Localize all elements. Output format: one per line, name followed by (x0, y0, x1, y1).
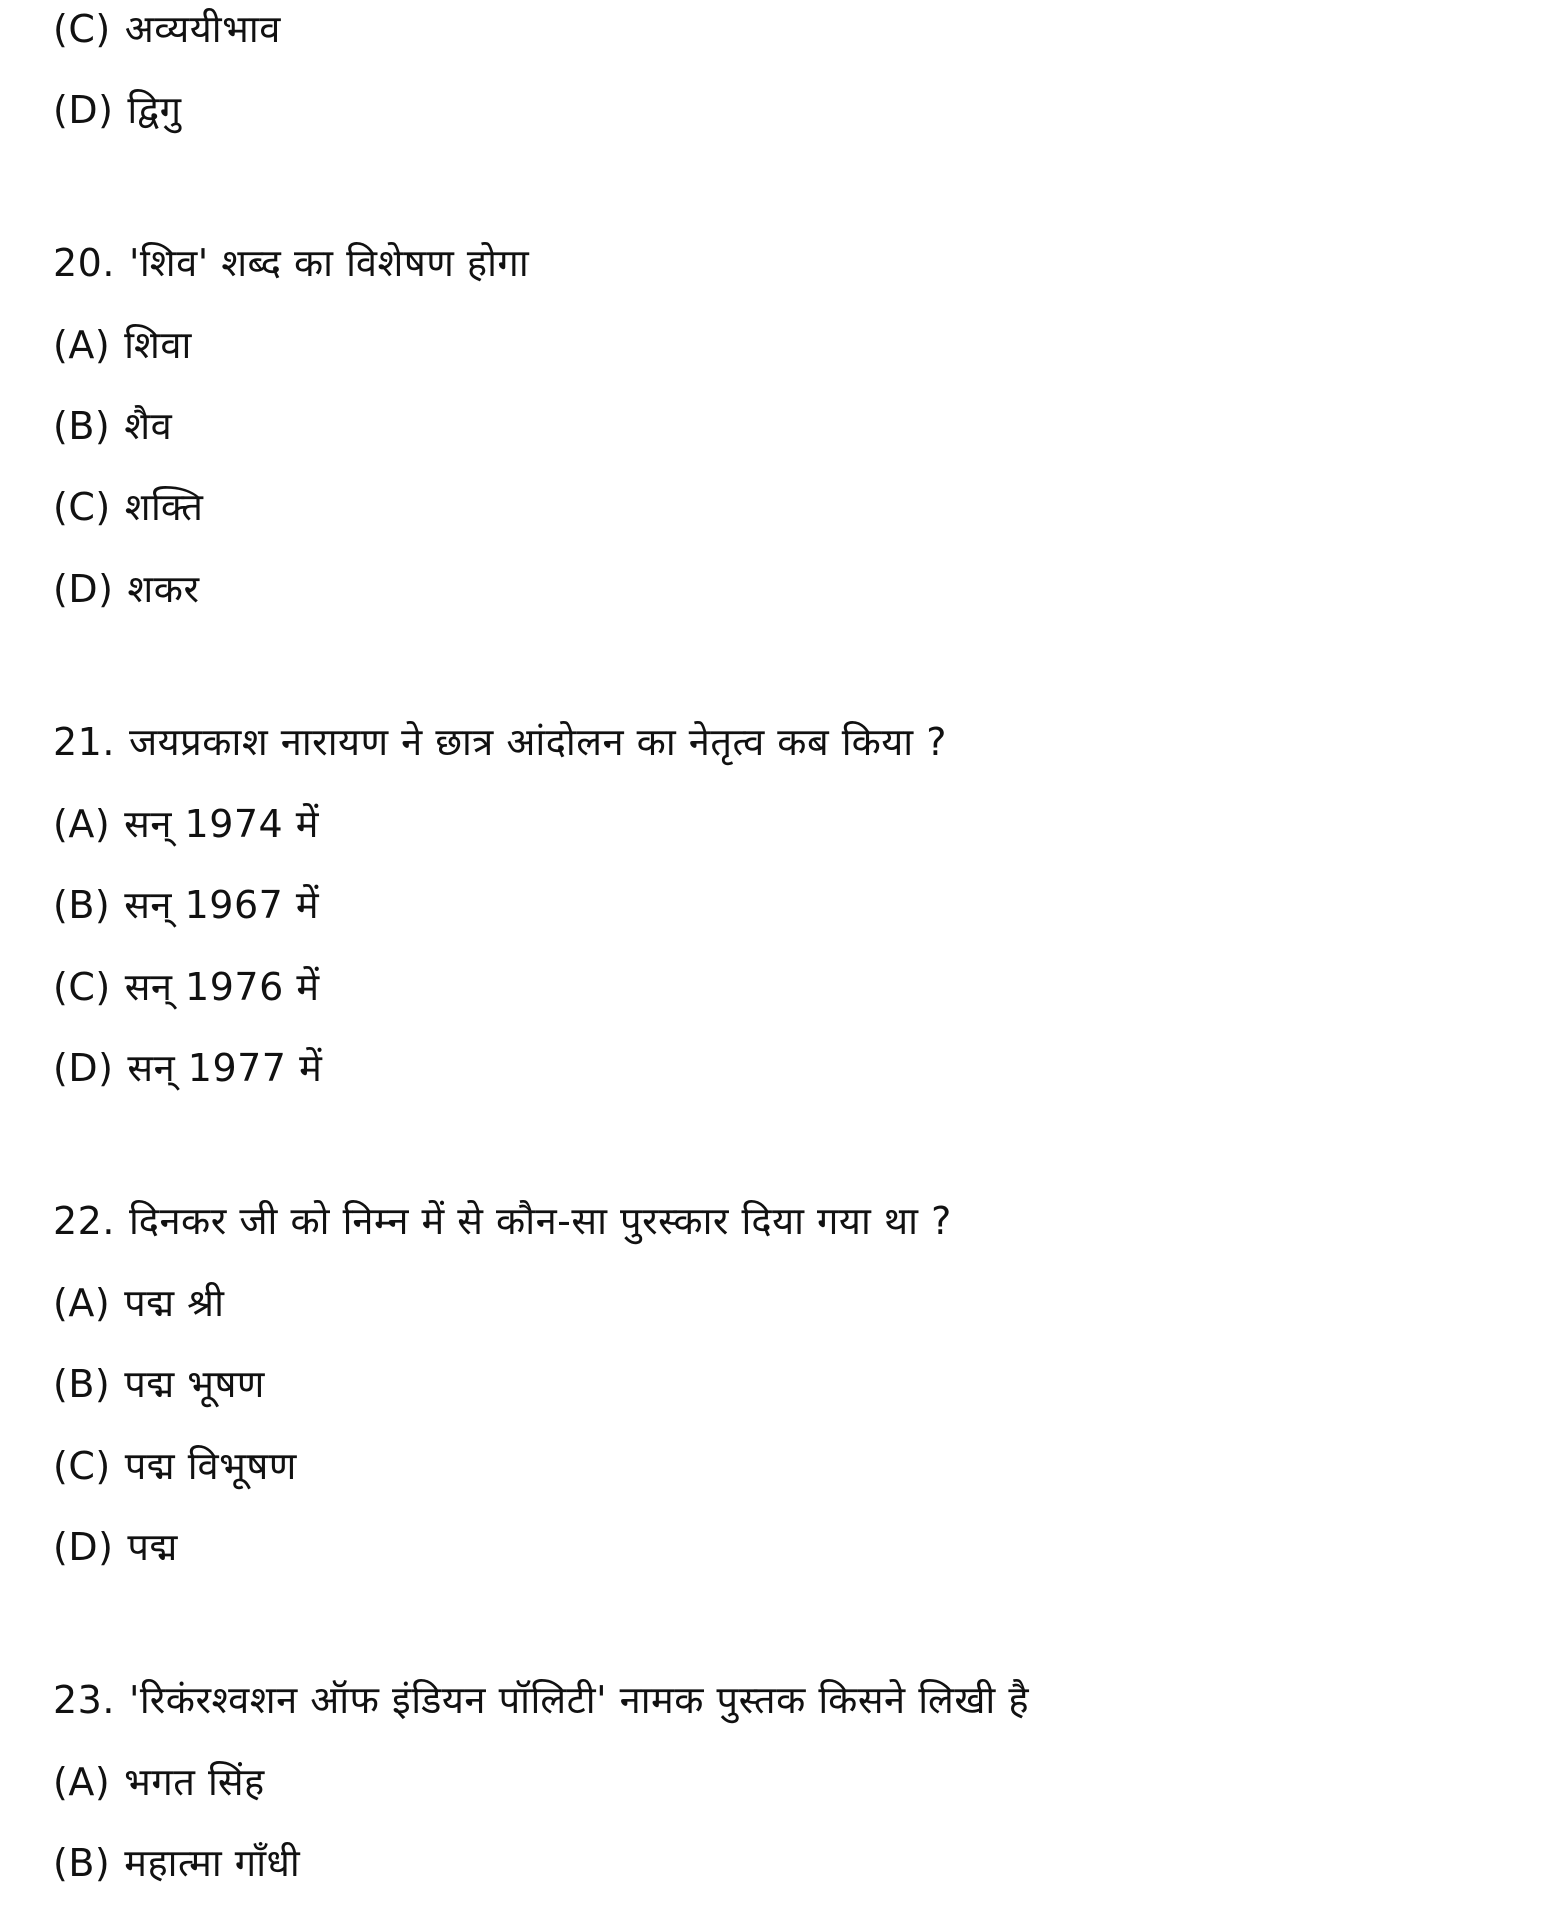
question-number: 23. (53, 1678, 115, 1722)
option-label: (A) (53, 802, 111, 846)
option-row (53, 85, 182, 135)
option-label: (A) (53, 323, 111, 367)
option-row (53, 1522, 178, 1572)
option-row (53, 320, 192, 370)
option-label: (D) (53, 1046, 114, 1090)
option-label: (D) (53, 567, 114, 611)
option-row (53, 880, 319, 930)
option-label: (C) (53, 485, 111, 529)
question-number: 21. (53, 720, 115, 764)
option-text: पद्म भूषण (124, 1362, 265, 1406)
option-label: (A) (53, 1281, 111, 1325)
option-row (53, 799, 319, 849)
option-row (53, 4, 281, 54)
option-text: सन् 1974 में (124, 802, 320, 846)
option-row (53, 1757, 265, 1807)
option-row (53, 962, 320, 1012)
option-text: अव्ययीभाव (124, 7, 281, 51)
option-label: (B) (53, 1362, 111, 1406)
option-text: सन् 1976 में (124, 965, 320, 1009)
option-label: (B) (53, 883, 111, 927)
option-text: भगत सिंह (124, 1760, 265, 1804)
option-row (53, 1043, 322, 1093)
option-label: (A) (53, 1760, 111, 1804)
option-text: सन् 1977 में (127, 1046, 323, 1090)
option-row (53, 564, 200, 614)
option-text: शक्ति (124, 485, 204, 529)
option-text: शकर (127, 567, 200, 611)
option-text: पद्म श्री (124, 1281, 225, 1325)
question-body: 'शिव' शब्द का विशेषण होगा (128, 241, 530, 285)
option-text: सन् 1967 में (124, 883, 320, 927)
option-text: महात्मा गाँधी (124, 1841, 301, 1885)
question-body: 'रिकंरश्वशन ऑफ इंडियन पॉलिटी' नामक पुस्तक किसने लिखी है (128, 1678, 1030, 1722)
option-row (53, 482, 203, 532)
option-text: पद्म (127, 1525, 178, 1569)
option-label: (C) (53, 965, 111, 1009)
option-label: (D) (53, 1525, 114, 1569)
option-label: (B) (53, 1841, 111, 1885)
option-row (53, 401, 172, 451)
question-text (53, 717, 947, 767)
option-text: पद्म विभूषण (124, 1444, 297, 1488)
option-label: (C) (53, 7, 111, 51)
option-label: (D) (53, 88, 114, 132)
option-label: (C) (53, 1444, 111, 1488)
option-text: शैव (124, 404, 173, 448)
question-body: जयप्रकाश नारायण ने छात्र आंदोलन का नेतृत्व कब किया ? (128, 720, 947, 764)
question-number: 20. (53, 241, 115, 285)
question-text (53, 1196, 952, 1246)
question-text (53, 1675, 1029, 1725)
option-row (53, 1278, 224, 1328)
option-row (53, 1441, 297, 1491)
question-text (53, 238, 529, 288)
option-label: (B) (53, 404, 111, 448)
option-row (53, 1838, 300, 1888)
question-body: दिनकर जी को निम्न में से कौन-सा पुरस्कार दिया गया था ? (128, 1199, 952, 1243)
option-row (53, 1359, 265, 1409)
option-text: द्विगु (127, 88, 182, 132)
question-number: 22. (53, 1199, 115, 1243)
option-text: शिवा (124, 323, 192, 367)
